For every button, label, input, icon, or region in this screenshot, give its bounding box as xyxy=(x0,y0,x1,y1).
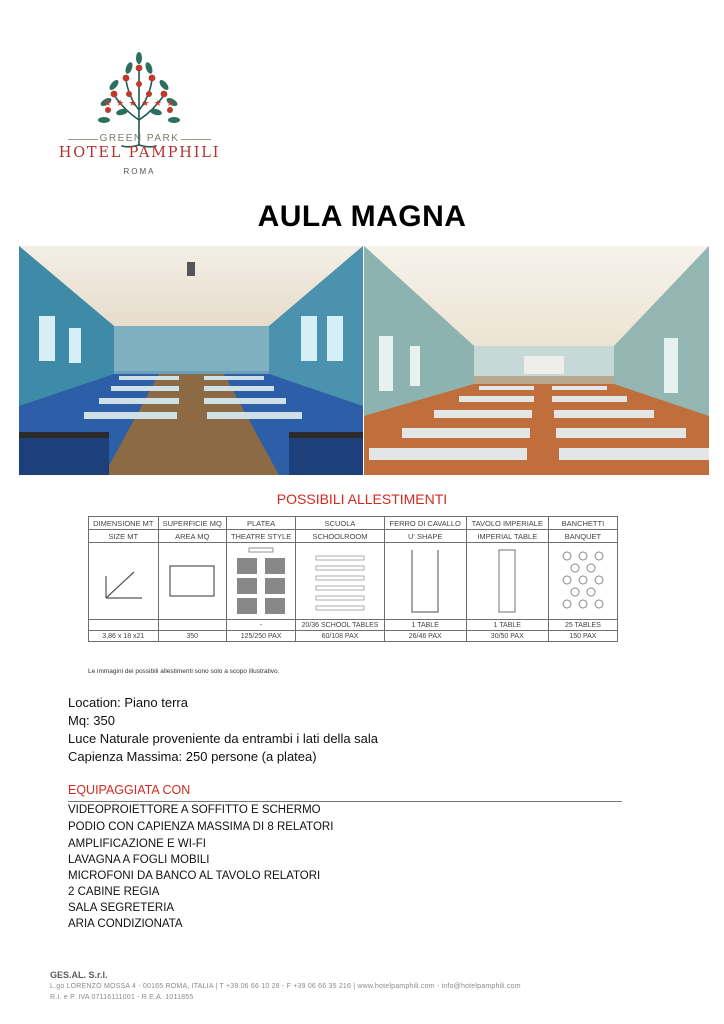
table-diagram-row xyxy=(89,543,618,620)
schoolroom-layout-icon xyxy=(310,546,370,616)
cell-r2-theatre: 125/250 PAX xyxy=(226,631,295,642)
brand-hotel-name: HOTEL PAMPHILI xyxy=(58,145,221,161)
header-size-it: DIMENSIONE MT xyxy=(89,517,159,530)
table-header-row-it xyxy=(89,517,618,530)
cell-r1-ushape: 1 TABLE xyxy=(384,620,466,631)
equipment-item: LAVAGNA A FOGLI MOBILI xyxy=(68,854,210,866)
area-diagram-icon xyxy=(167,563,217,599)
room-photo-blue xyxy=(19,246,363,475)
header-school-en: SCHOOLROOM xyxy=(296,530,384,543)
header-ushape-it: FERRO DI CAVALLO xyxy=(384,517,466,530)
cell-r1-banquet: 25 TABLES xyxy=(548,620,617,631)
table-row-tables xyxy=(89,620,618,631)
hotel-stars: ★ ★ ★ ★ ★ ★ xyxy=(103,98,176,108)
info-light: Luce Naturale proveniente da entrambi i lati della sala xyxy=(68,731,379,746)
brand-city: ROMA xyxy=(123,167,156,176)
equipment-item: PODIO CON CAPIENZA MASSIMA DI 8 RELATORI xyxy=(68,821,334,833)
equipment-item: 2 CABINE REGIA xyxy=(68,886,160,898)
cell-r2-banquet: 150 PAX xyxy=(548,631,617,642)
page-title: AULA MAGNA xyxy=(257,200,467,233)
theatre-layout-icon xyxy=(231,546,291,616)
setups-table xyxy=(88,516,618,642)
setups-disclaimer: Le immagini dei possibili allestimenti sono solo a scopo illustrativo. xyxy=(88,668,280,675)
setups-heading: POSSIBILI ALLESTIMENTI xyxy=(276,491,448,507)
room-photo-warm xyxy=(364,246,709,475)
cell-r1-imperial: 1 TABLE xyxy=(466,620,548,631)
table-header-row-en xyxy=(89,530,618,543)
cell-r1-theatre: - xyxy=(226,620,295,631)
cell-r2-size: 3,86 x 18 x21 xyxy=(89,631,159,642)
info-capacity: Capienza Massima: 250 persone (a platea) xyxy=(68,749,317,764)
size-diagram-cell xyxy=(89,543,159,620)
u-shape-layout-icon xyxy=(400,546,450,616)
equipment-item: AMPLIFICAZIONE E WI-FI xyxy=(68,838,207,850)
header-size-en: SIZE MT xyxy=(89,530,159,543)
area-diagram-cell xyxy=(158,543,226,620)
equipment-item: MICROFONI DA BANCO AL TAVOLO RELATORI xyxy=(68,870,321,882)
school-diagram-cell xyxy=(296,543,384,620)
equipment-item: ARIA CONDIZIONATA xyxy=(68,918,183,930)
cell-r1-size xyxy=(89,620,159,631)
info-area: Mq: 350 xyxy=(68,713,115,728)
brand-green-park: GREEN PARK xyxy=(99,133,180,144)
cell-r1-school: 20/36 SCHOOL TABLES xyxy=(296,620,384,631)
ushape-diagram-cell xyxy=(384,543,466,620)
header-imperial-it: TAVOLO IMPERIALE xyxy=(466,517,548,530)
cell-r2-ushape: 26/46 PAX xyxy=(384,631,466,642)
cell-r2-school: 60/108 PAX xyxy=(296,631,384,642)
footer-registry: R.I. e P. IVA 07116111001 - R.E.A. 1011855 xyxy=(50,994,194,1001)
header-theatre-en: THEATRE STYLE xyxy=(226,530,295,543)
cell-r2-imperial: 30/50 PAX xyxy=(466,631,548,642)
equipment-heading: EQUIPAGGIATA CON xyxy=(68,783,191,797)
header-ushape-en: U' SHAPE xyxy=(384,530,466,543)
cell-r2-area: 350 xyxy=(158,631,226,642)
header-banquet-en: BANQUET xyxy=(548,530,617,543)
banquet-layout-icon xyxy=(553,546,613,616)
header-school-it: SCUOLA xyxy=(296,517,384,530)
banquet-diagram-cell xyxy=(548,543,617,620)
header-area-it: SUPERFICIE MQ xyxy=(158,517,226,530)
info-location: Location: Piano terra xyxy=(68,695,188,710)
imperial-diagram-cell xyxy=(466,543,548,620)
footer-address: L.go LORENZO MOSSA 4 - 00165 ROMA, ITALIA | T +39 06 66 10 28 - F +39 06 66 35 216 | www.hotelpamphili.com - info@hotelpamphili.com xyxy=(50,983,521,990)
header-theatre-it: PLATEA xyxy=(226,517,295,530)
dimension-diagram-icon xyxy=(98,556,148,606)
header-area-en: AREA MQ xyxy=(158,530,226,543)
header-imperial-en: IMPERIAL TABLE xyxy=(466,530,548,543)
cell-r1-area xyxy=(158,620,226,631)
table-row-pax xyxy=(89,631,618,642)
hotel-logo xyxy=(0,0,279,190)
equipment-item: VIDEOPROIETTORE A SOFFITTO E SCHERMO xyxy=(68,804,321,816)
theatre-diagram-cell xyxy=(226,543,295,620)
imperial-table-icon xyxy=(487,546,527,616)
equipment-item: SALA SEGRETERIA xyxy=(68,902,175,914)
equipment-divider xyxy=(68,801,622,802)
footer-company: GES.AL. S.r.l. xyxy=(50,970,108,980)
header-banquet-it: BANCHETTI xyxy=(548,517,617,530)
